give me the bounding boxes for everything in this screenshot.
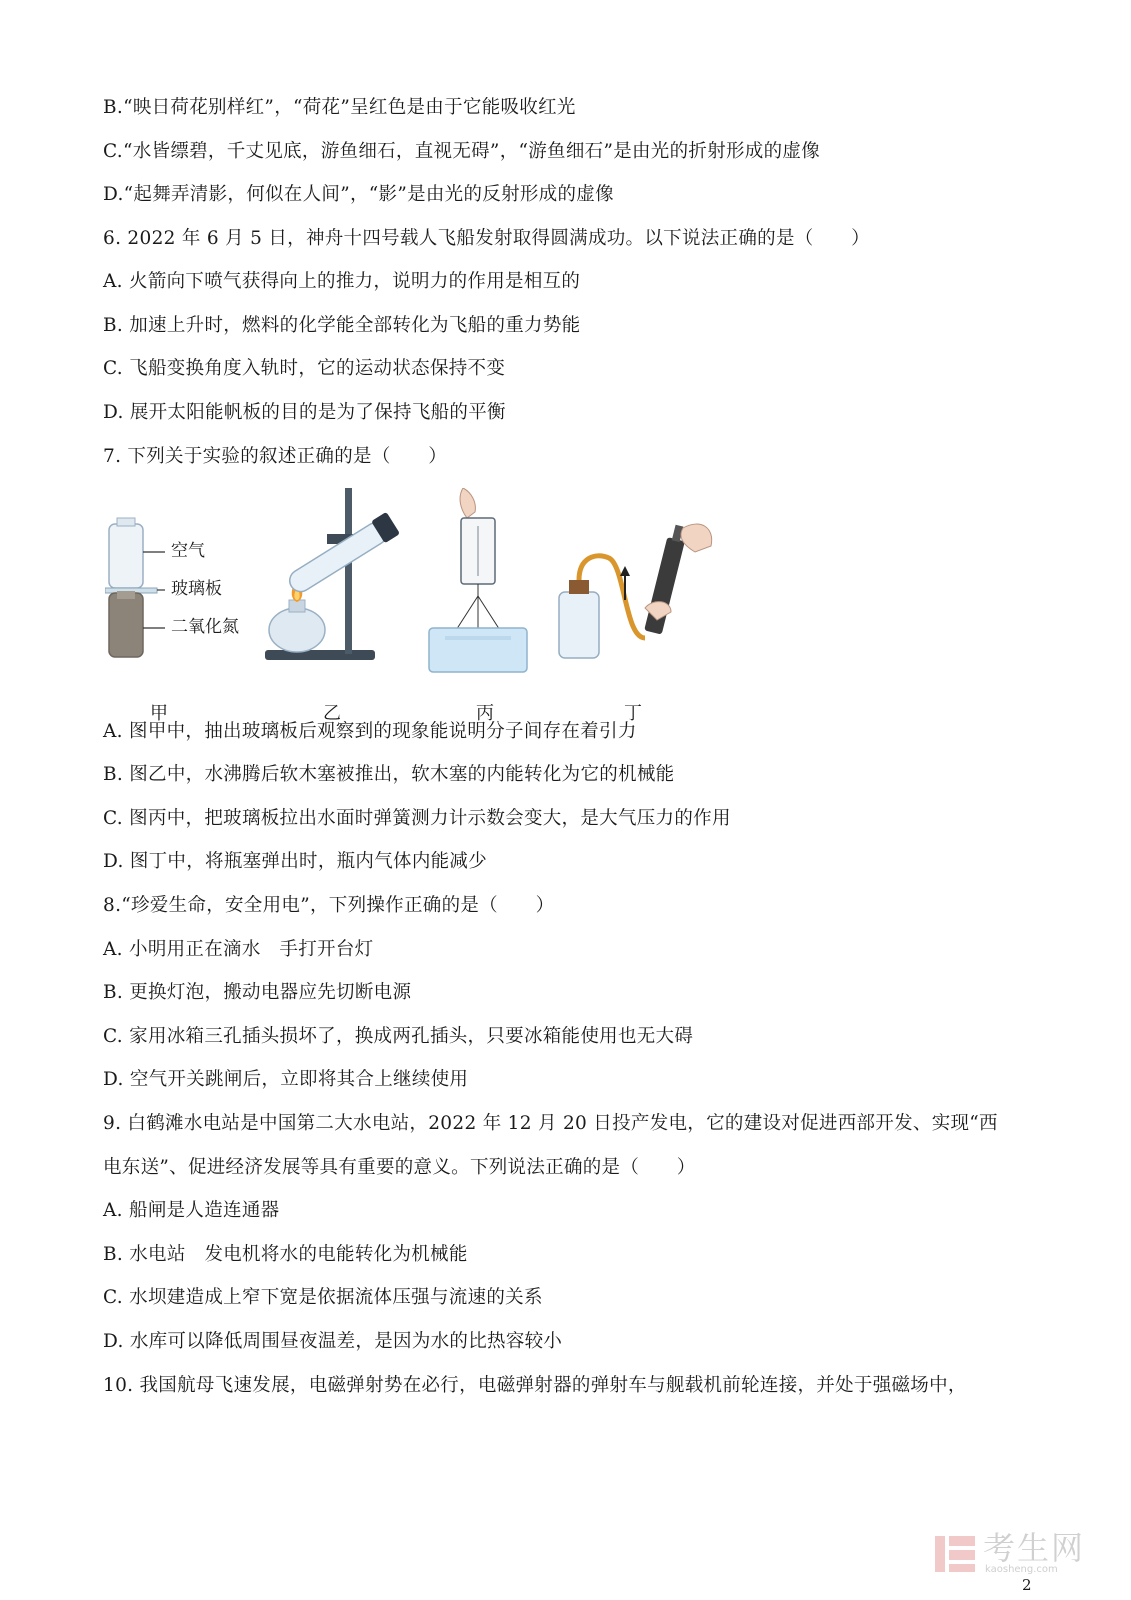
- option-9c: C. 水坝建造成上窄下宽是依据流体压强与流速的关系: [103, 1287, 543, 1308]
- label-no2: 二氧化氮: [171, 617, 239, 637]
- option-7c: C. 图丙中，把玻璃板拉出水面时弹簧测力计示数会变大，是大气压力的作用: [103, 808, 731, 829]
- option-8a: A. 小明用正在滴水 手打开台灯: [103, 939, 374, 960]
- option-6d: D. 展开太阳能帆板的目的是为了保持飞船的平衡: [103, 402, 506, 423]
- option-6b: B. 加速上升时，燃料的化学能全部转化为飞船的重力势能: [103, 315, 581, 336]
- option-5c: C.“水皆缥碧，千丈见底，游鱼细石，直视无碍”，“游鱼细石”是由光的折射形成的虚像: [103, 141, 821, 162]
- watermark-logo-icon: [931, 1530, 979, 1578]
- question-10: 10. 我国航母飞速发展，电磁弹射势在必行，电磁弹射器的弹射车与舰载机前轮连接，并处于强磁场中，: [103, 1375, 967, 1396]
- option-6a: A. 火箭向下喷气获得向上的推力，说明力的作用是相互的: [103, 271, 581, 292]
- option-8b: B. 更换灯泡，搬动电器应先切断电源: [103, 982, 412, 1003]
- spring-scale-setup: [429, 488, 527, 672]
- option-9a: A. 船闸是人造连通器: [103, 1200, 280, 1221]
- label-glass-plate: 玻璃板: [171, 579, 222, 599]
- option-6c: C. 飞船变换角度入轨时，它的运动状态保持不变: [103, 358, 506, 379]
- option-8d: D. 空气开关跳闸后，立即将其合上继续使用: [103, 1069, 469, 1090]
- page-number: 2: [1022, 1576, 1032, 1594]
- diffusion-jars: [105, 518, 165, 657]
- bottle-pump-setup: [559, 523, 712, 658]
- watermark: [931, 1530, 1091, 1578]
- option-9d: D. 水库可以降低周围昼夜温差，是因为水的比热容较小: [103, 1331, 563, 1352]
- test-tube-heating: [265, 488, 400, 660]
- caption-yi: 乙: [323, 703, 341, 724]
- question-8: 8.“珍爱生命，安全用电”，下列操作正确的是（ ）: [103, 895, 555, 916]
- question-9-line2: 电东送”、促进经济发展等具有重要的意义。下列说法正确的是（ ）: [103, 1157, 696, 1178]
- question-6: 6. 2022 年 6 月 5 日，神舟十四号载人飞船发射取得圆满成功。以下说法正确的是（ ）: [103, 228, 870, 249]
- option-5d: D.“起舞弄清影，何似在人间”，“影”是由光的反射形成的虚像: [103, 184, 614, 205]
- watermark-url: kaosheng.com: [985, 1564, 1058, 1575]
- question-9-line1: 9. 白鹤滩水电站是中国第二大水电站，2022 年 12 月 20 日投产发电，它的建设对促进西部开发、实现“西: [103, 1113, 998, 1134]
- label-air: 空气: [171, 541, 205, 561]
- option-5b: B.“映日荷花别样红”，“荷花”呈红色是由于它能吸收红光: [103, 97, 576, 118]
- question-7: 7. 下列关于实验的叙述正确的是（ ）: [103, 446, 448, 467]
- option-9b: B. 水电站 发电机将水的电能转化为机械能: [103, 1244, 468, 1265]
- watermark-text: 考生网: [983, 1529, 1086, 1567]
- caption-jia: 甲: [150, 703, 168, 724]
- option-8c: C. 家用冰箱三孔插头损坏了，换成两孔插头，只要冰箱能使用也无大碍: [103, 1026, 694, 1047]
- option-7a: A. 图甲中，抽出玻璃板后观察到的现象能说明分子间存在着引力: [103, 721, 637, 742]
- option-7d: D. 图丁中，将瓶塞弹出时，瓶内气体内能减少: [103, 851, 488, 872]
- experiment-figure: [105, 488, 745, 728]
- option-7b: B. 图乙中，水沸腾后软木塞被推出，软木塞的内能转化为它的机械能: [103, 764, 675, 785]
- caption-ding: 丁: [624, 703, 642, 724]
- caption-bing: 丙: [476, 703, 494, 724]
